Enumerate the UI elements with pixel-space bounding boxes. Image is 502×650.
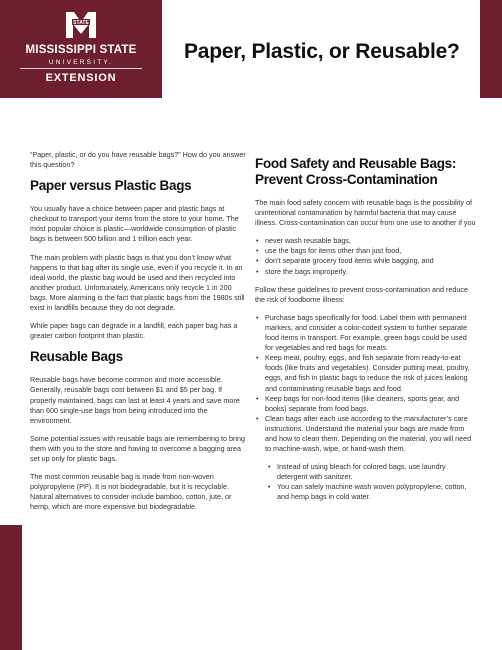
list-item: • Keep bags for non-food items (like cleaners, sports gear, and books) separate from food bags. — [265, 394, 477, 414]
guidelines-list — [255, 313, 477, 454]
logo-mark-text: STATE — [73, 20, 89, 26]
paragraph: While paper bags can degrade in a landfill, each paper bag has a greater carbon footprint than plastic. — [30, 321, 238, 341]
logo-divider — [20, 68, 142, 69]
list-item: • store the bags improperly. — [265, 267, 477, 277]
list-item: • Keep meat, poultry, eggs, and fish separate from ready-to-eat foods (like fruits and vegetables). Consider putting meat, poultry, eggs, and fish in plastic bags to reduce the risk of juices leaking and contaminating reusable bags and food. — [265, 353, 477, 393]
section-heading-food-safety: Food Safety and Reusable Bags: Prevent Cross-Contamination — [255, 156, 457, 187]
contamination-causes-list — [255, 236, 477, 276]
list-item: • Instead of using bleach for colored bags, use laundry detergent with sanitizer. — [277, 462, 477, 482]
paragraph: You usually have a choice between paper and plastic bags at checkout to transport your items from the store to your home. The most popular choice is plastic—worldwide consumption of plastic bags is between 500 billion and 1 trillion each year. — [30, 204, 239, 244]
logo-university-name: MISSISSIPPI STATE — [25, 44, 137, 56]
section-heading-paper-vs-plastic: Paper versus Plastic Bags — [30, 178, 192, 194]
header-accent-strip — [480, 0, 502, 98]
paragraph: The main problem with plastic bags is that you don’t know what happens to that bag after its single use, even if you recycle it. In an ideal world, the plastic bag would be used and then recycled into another product. Unfortunately, Americans only recycle 1 in 200 bags. More alarming is the fact that plastic bags from the 1980s still exist in landfills because they do not degrade. — [30, 252, 245, 313]
paragraph: The main food safety concern with reusable bags is the possibility of unintentional contamination by harmful bacteria that may cause illness. Cross-contamination can occur from one use to another if you — [255, 198, 476, 228]
paragraph: Follow these guidelines to prevent cross-contamination and reduce the risk of foodborne illness: — [255, 284, 468, 304]
list-item: • You can safely machine wash woven polypropylene, cotton, and hemp bags in cold water. — [277, 482, 477, 502]
list-item: • Clean bags after each use according to the manufacturer’s care instructions. Understand the material your bags are made from and how to clean them. Depending on the material, you will need to machine-wash, wipe, or hand-wash them. — [265, 414, 477, 454]
intro-paragraph: “Paper, plastic, or do you have reusable bags?” How do you answer this question? — [30, 150, 246, 170]
page-title: Paper, Plastic, or Reusable? — [184, 40, 460, 63]
footer-accent-strip — [0, 525, 22, 650]
list-item: • use the bags for items other than just food, — [265, 246, 477, 256]
msu-m-icon — [64, 10, 98, 40]
logo-university-label: UNIVERSITY. — [48, 59, 114, 66]
section-heading-reusable-bags: Reusable Bags — [30, 349, 123, 365]
right-column — [255, 150, 477, 511]
list-item: • Purchase bags specifically for food. Label them with permanent markers, and consider a color-coded system to further separate food items in transport. For example, green bags could be used for vegetables and red bags for meats. — [265, 313, 477, 353]
logo-extension-label: EXTENSION — [45, 72, 117, 84]
cleaning-tips-list — [255, 462, 477, 502]
left-column — [30, 150, 248, 520]
list-item: • don’t separate grocery food items while bagging, and — [265, 256, 477, 266]
msu-extension-logo — [0, 0, 162, 98]
list-item: • never wash reusable bags, — [265, 236, 477, 246]
paragraph: Some potential issues with reusable bags are remembering to bring them with you to the store and having to overcome a bagging area set up only for plastic bags. — [30, 433, 245, 463]
paragraph: The most common reusable bag is made from non-woven polypropylene (PP). It is not biodegradable, but it is recyclable. Natural alternatives to consider include bamboo, cotton, jute, or hemp, which are more expensive but biodegradable. — [30, 472, 232, 512]
paragraph: Reusable bags have become common and more accessible. Generally, reusable bags cost between $1 and $5 per bag. If properly maintained, bags can last at least 4 years and save more than 600 single-use bags from being introduced into the environment. — [30, 375, 240, 425]
